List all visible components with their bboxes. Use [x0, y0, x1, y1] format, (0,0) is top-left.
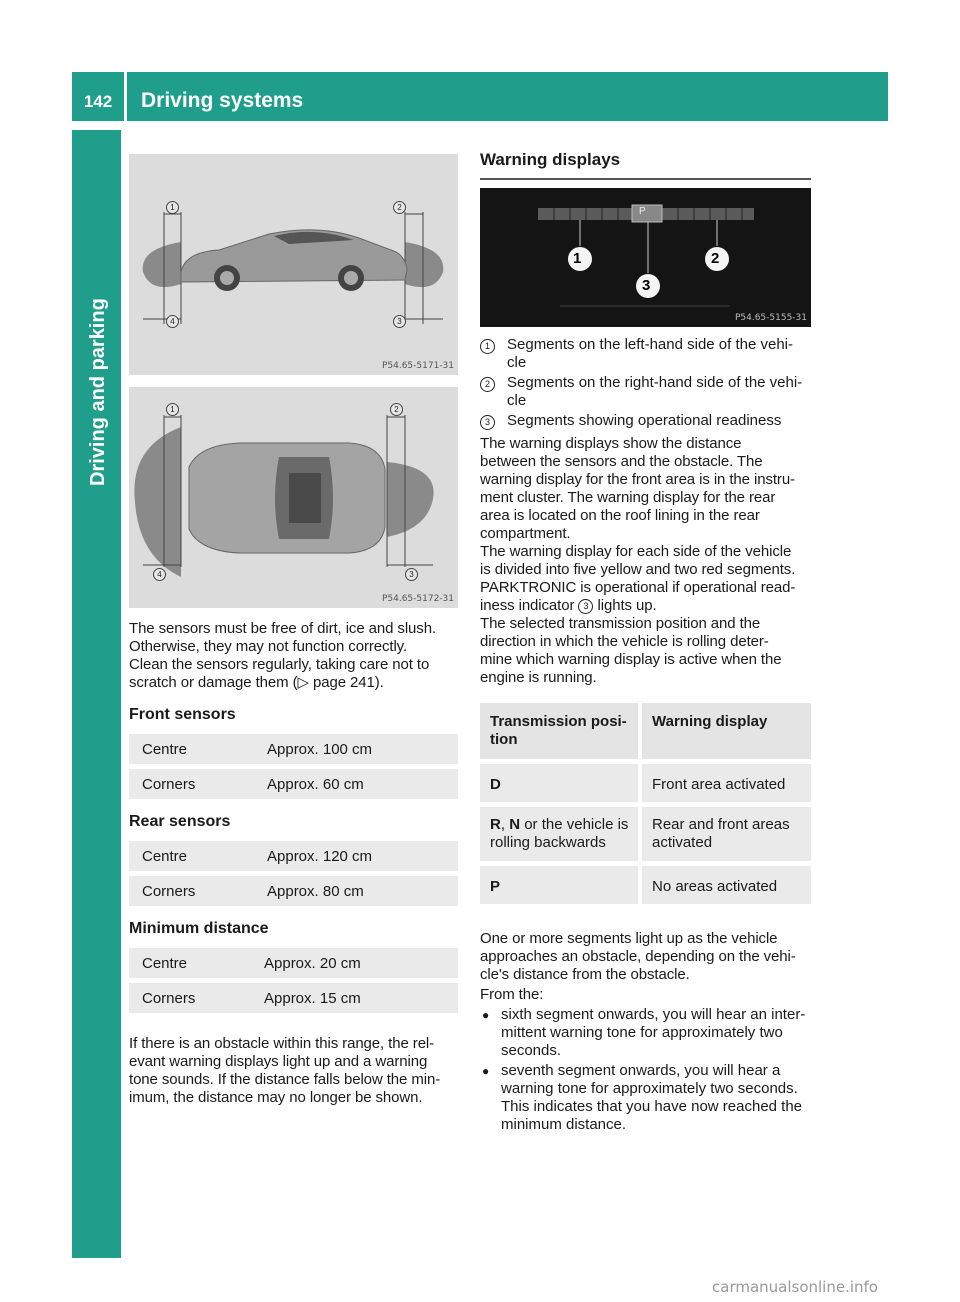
header-divider [124, 72, 127, 121]
warning-paragraph-2: The warning display for each side of the vehicle is divided into five yellow and two red segments. PARKTRONIC is operational if operational read- iness indicator 3 lights up. [480, 543, 796, 614]
table-cell: Approx. 120 cm [254, 841, 458, 871]
bullet-item: ● seventh segment onwards, you will hear a warning tone for approximately two seconds. This indicates that you have now reached the minimum distance. [482, 1062, 803, 1133]
display-callout-2: 2 [711, 250, 720, 267]
front-sensors-table [129, 734, 458, 799]
display-callout-3: 3 [642, 277, 651, 294]
table-row [129, 764, 458, 799]
figure-code: P54.65-5171-31 [381, 361, 454, 371]
legend-number: 3 [480, 415, 495, 430]
table-cell: Centre [129, 734, 254, 764]
intro-paragraph: The sensors must be free of dirt, ice and slush. Otherwise, they may not function correctly. Clean the sensors regularly, taking care not to scratch or damage them (▷ page 241). [129, 620, 437, 691]
table-header-cell: Transmission posi- tion [480, 703, 638, 759]
figure-code: P54.65-5155-31 [734, 313, 807, 323]
warning-paragraph-3: The selected transmission position and the direction in which the vehicle is rolling deter- mine which warning display is active when the engine is running. [480, 615, 782, 686]
warning-display-figure [480, 188, 811, 327]
table-row [480, 802, 811, 861]
table-row [129, 841, 458, 871]
table-cell: Corners [129, 978, 251, 1013]
warning-displays-heading: Warning displays [480, 150, 811, 180]
section-title: Driving systems [141, 89, 304, 112]
table-row [129, 734, 458, 764]
front-sensors-heading: Front sensors [129, 706, 236, 723]
warning-paragraph-1: The warning displays show the distance between the sensors and the obstacle. The warning display for the front area is in the instru- ment cluster. The warning display for the rear area is located on the roof lining in the rear compartment. [480, 435, 795, 542]
side-view-figure [129, 154, 458, 375]
table-cell: Approx. 100 cm [254, 734, 458, 764]
table-header-row [480, 703, 811, 759]
side-view-car-illustration [129, 154, 458, 375]
left-column [129, 154, 458, 1107]
table-row [129, 978, 458, 1013]
callout-1: 1 [166, 403, 179, 416]
table-row [480, 861, 811, 904]
figure-code: P54.65-5172-31 [381, 594, 454, 604]
inline-callout: 3 [578, 599, 593, 614]
table-header-cell: Warning display [638, 703, 811, 759]
obstacle-paragraph: If there is an obstacle within this range, the rel- evant warning displays light up and a warning tone sounds. If the distance falls below the min- imum, the distance may no longer be shown. [129, 1035, 441, 1106]
page-number: 142 [83, 92, 113, 111]
table-cell: Front area activated [638, 759, 811, 802]
display-label: P [639, 206, 646, 217]
table-cell: Centre [129, 948, 251, 978]
callout-3: 3 [405, 568, 418, 581]
right-column [480, 150, 811, 1134]
watermark: carmanualsonline.info [712, 1278, 878, 1296]
callout-2: 2 [393, 201, 406, 214]
table-cell: R, N or the vehicle is rolling backwards [480, 802, 638, 861]
display-legend [480, 336, 811, 430]
callout-2: 2 [390, 403, 403, 416]
table-cell: Corners [129, 871, 254, 906]
table-cell: Centre [129, 841, 254, 871]
bullet-item: ● sixth segment onwards, you will hear an inter- mittent warning tone for approximately two seconds. [482, 1006, 806, 1059]
legend-item: 1 Segments on the left-hand side of the vehi- cle [480, 336, 811, 372]
segments-paragraph: One or more segments light up as the vehicle approaches an obstacle, depending on the vehi- cle's distance from the obstacle. [480, 930, 796, 983]
top-view-figure [129, 387, 458, 608]
table-cell: Approx. 80 cm [254, 871, 458, 906]
bullet-marker: ● [482, 1064, 490, 1078]
display-callout-1: 1 [573, 250, 582, 267]
from-the-label: From the: [480, 986, 544, 1003]
table-cell: D [480, 759, 638, 802]
table-cell: Corners [129, 764, 254, 799]
legend-number: 2 [480, 377, 495, 392]
rear-sensors-table [129, 841, 458, 906]
table-cell: No areas activated [638, 861, 811, 904]
rear-sensors-heading: Rear sensors [129, 813, 231, 830]
chapter-side-label: Driving and parking [87, 298, 109, 486]
table-row [129, 948, 458, 978]
table-cell: Rear and front areas activated [638, 802, 811, 861]
callout-4: 4 [166, 315, 179, 328]
table-cell: Approx. 60 cm [254, 764, 458, 799]
minimum-distance-table [129, 948, 458, 1013]
legend-item: 2 Segments on the right-hand side of the vehi- cle [480, 374, 811, 410]
legend-number: 1 [480, 339, 495, 354]
legend-item: 3 Segments showing operational readiness [480, 412, 811, 430]
minimum-distance-heading: Minimum distance [129, 920, 269, 937]
table-row [129, 871, 458, 906]
table-cell: Approx. 15 cm [251, 978, 458, 1013]
table-cell: P [480, 861, 638, 904]
callout-3: 3 [393, 315, 406, 328]
table-row [480, 759, 811, 802]
callout-1: 1 [166, 201, 179, 214]
table-cell: Approx. 20 cm [251, 948, 458, 978]
transmission-table [480, 703, 811, 904]
callout-4: 4 [153, 568, 166, 581]
bullet-marker: ● [482, 1008, 490, 1022]
